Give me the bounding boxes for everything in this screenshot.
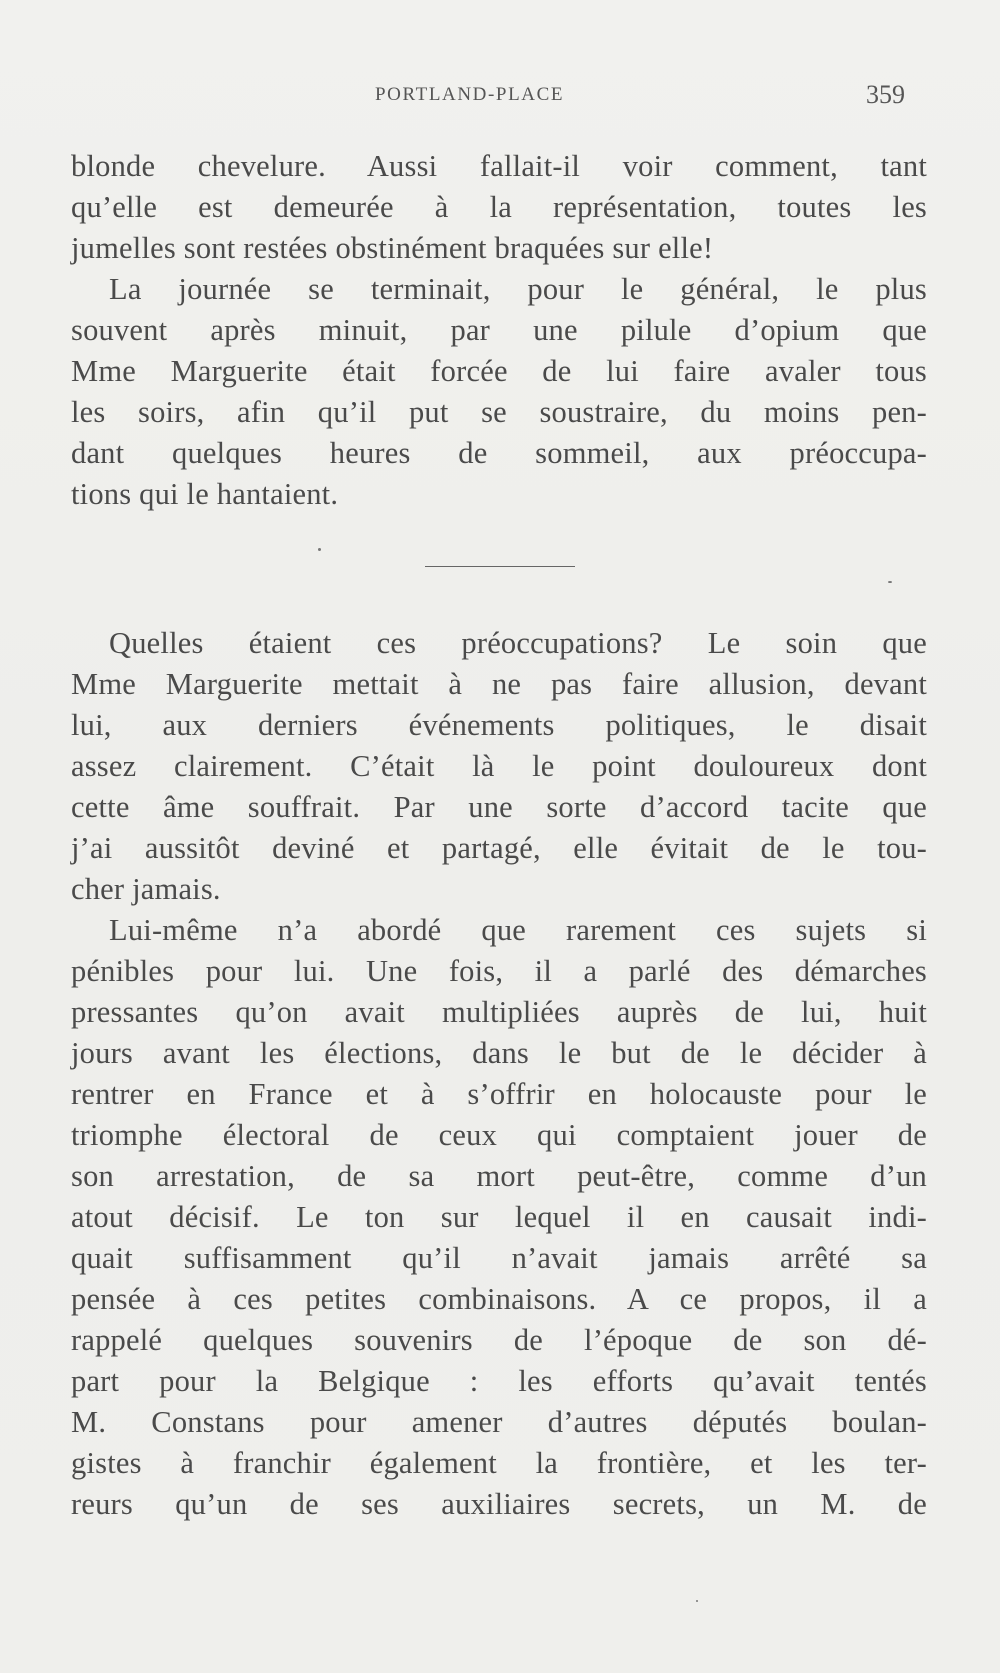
text-line: reurs qu’un de ses auxiliaires secrets, un M. de [71,1487,927,1521]
text-line: j’ai aussitôt deviné et partagé, elle évitait de le tou- [71,831,927,865]
text-line: jumelles sont restées obstinément braquées sur elle! [71,231,714,265]
text-line: jours avant les élections, dans le but de le décider à [71,1036,927,1070]
text-line: atout décisif. Le ton sur lequel il en causait indi- [71,1200,927,1234]
running-title: PORTLAND-PLACE [375,84,565,105]
text-line: cette âme souffrait. Par une sorte d’accord tacite que [71,790,927,824]
text-line: qu’elle est demeurée à la représentation, toutes les [71,190,927,224]
text-line: tions qui le hantaient. [71,477,339,511]
paragraph [71,910,927,1525]
text-line: dant quelques heures de sommeil, aux préoccupa- [71,436,927,470]
running-head [0,80,1000,114]
text-line: triomphe électoral de ceux qui comptaient jouer de [71,1118,927,1152]
text-line: lui, aux derniers événements politiques, le disait [71,708,927,742]
text-line: pensée à ces petites combinaisons. A ce propos, il a [71,1282,927,1316]
text-line: M. Constans pour amener d’autres députés boulan- [71,1405,927,1439]
paragraph [71,146,927,269]
text-line: Mme Marguerite mettait à ne pas faire allusion, devant [71,667,927,701]
text-block-bottom [71,623,927,1525]
text-line: La journée se terminait, pour le général, le plus [109,272,927,306]
text-line: rappelé quelques souvenirs de l’époque de son dé- [71,1323,927,1357]
text-line: assez clairement. C’était là le point douloureux dont [71,749,927,783]
text-line: Lui-même n’a abordé que rarement ces sujets si [109,913,927,947]
text-line: Mme Marguerite était forcée de lui faire avaler tous [71,354,927,388]
paragraph [71,623,927,910]
text-line: quait suffisamment qu’il n’avait jamais arrêté sa [71,1241,927,1275]
text-line: rentrer en France et à s’offrir en holocauste pour le [71,1077,927,1111]
text-line: Quelles étaient ces préoccupations? Le soin que [109,626,927,660]
text-line: les soirs, afin qu’il put se soustraire, du moins pen- [71,395,927,429]
text-line: pénibles pour lui. Une fois, il a parlé des démarches [71,954,927,988]
text-block-top [71,146,927,515]
print-speck [696,1600,698,1602]
text-line: pressantes qu’on avait multipliées auprès de lui, huit [71,995,927,1029]
text-line: son arrestation, de sa mort peut-être, comme d’un [71,1159,927,1193]
page-number: 359 [866,80,905,109]
text-line: part pour la Belgique : les efforts qu’avait tentés [71,1364,927,1398]
text-line: souvent après minuit, par une pilule d’opium que [71,313,927,347]
print-speck [888,581,892,583]
section-divider [425,566,575,567]
text-line: gistes à franchir également la frontière, et les ter- [71,1446,927,1480]
text-line: blonde chevelure. Aussi fallait-il voir comment, tant [71,149,927,183]
paragraph [71,269,927,515]
print-speck [318,548,321,551]
text-line: cher jamais. [71,872,221,906]
